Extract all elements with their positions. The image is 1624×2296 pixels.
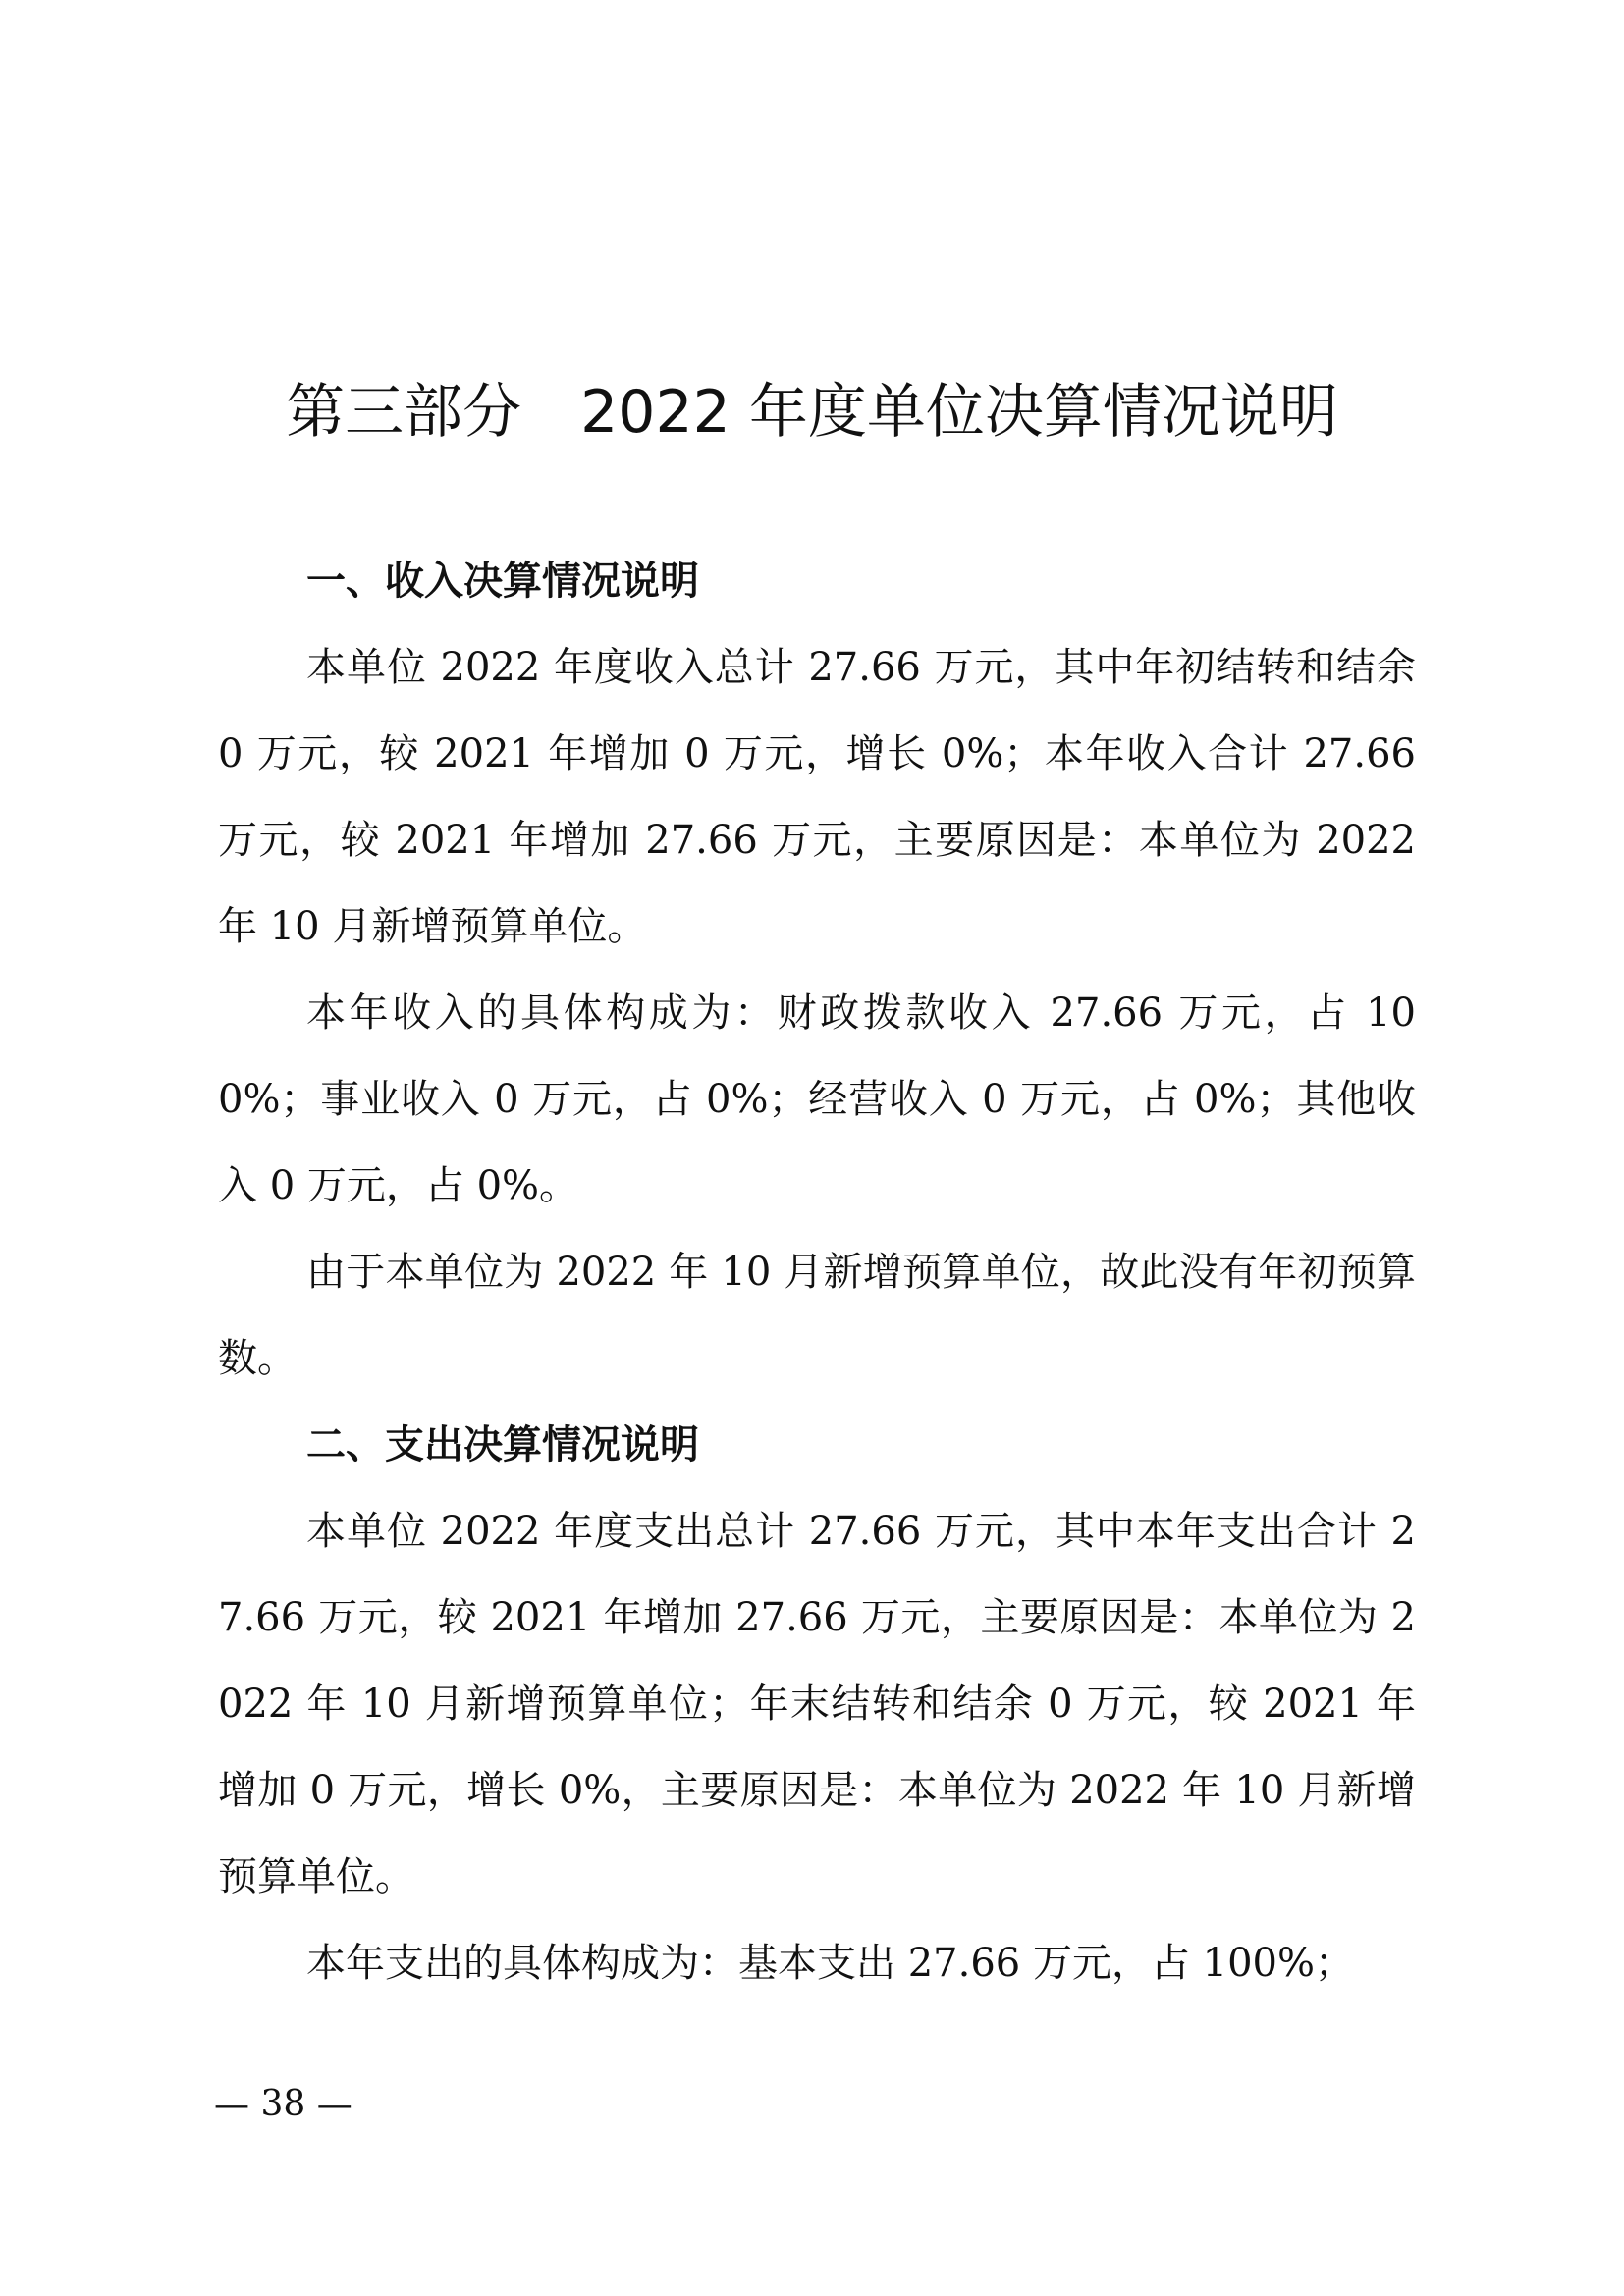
income-paragraph-3: 由于本单位为 2022 年 10 月新增预算单位，故此没有年初预算数。 <box>218 1250 1416 1381</box>
expenditure-paragraph-1: 本单位 2022 年度支出总计 27.66 万元，其中本年支出合计 27.66 万元，较 2021 年增加 27.66 万元，主要原因是：本单位为 2022 年 10 月新增预算单位；年末结转和结余 0 万元，较 2021 年增加 0 万元，增长 0%，主要原因是：本单位为 2022 年 10 月新增预算单位。 <box>218 1509 1416 1899</box>
page-title: 第三部分 2022 年度单位决算情况说明 <box>286 378 1338 447</box>
income-paragraph-2: 本年收入的具体构成为：财政拨款收入 27.66 万元，占 100%；事业收入 0 万元，占 0%；经营收入 0 万元，占 0%；其他收入 0 万元，占 0%。 <box>218 990 1416 1208</box>
document-body <box>218 538 1416 2006</box>
section-heading-expenditure: 二、支出决算情况说明 <box>306 1422 699 1468</box>
expenditure-paragraph-2: 本年支出的具体构成为：基本支出 27.66 万元，占 100%； <box>306 1941 1355 1986</box>
income-paragraph-1: 本单位 2022 年度收入总计 27.66 万元，其中年初结转和结余 0 万元，较 2021 年增加 0 万元，增长 0%；本年收入合计 27.66 万元，较 2021 年增加 27.66 万元，主要原因是：本单位为 2022 年 10 月新增预算单位。 <box>218 645 1416 949</box>
section-heading-income: 一、收入决算情况说明 <box>306 559 699 604</box>
page-number: — 38 — <box>214 2084 352 2124</box>
